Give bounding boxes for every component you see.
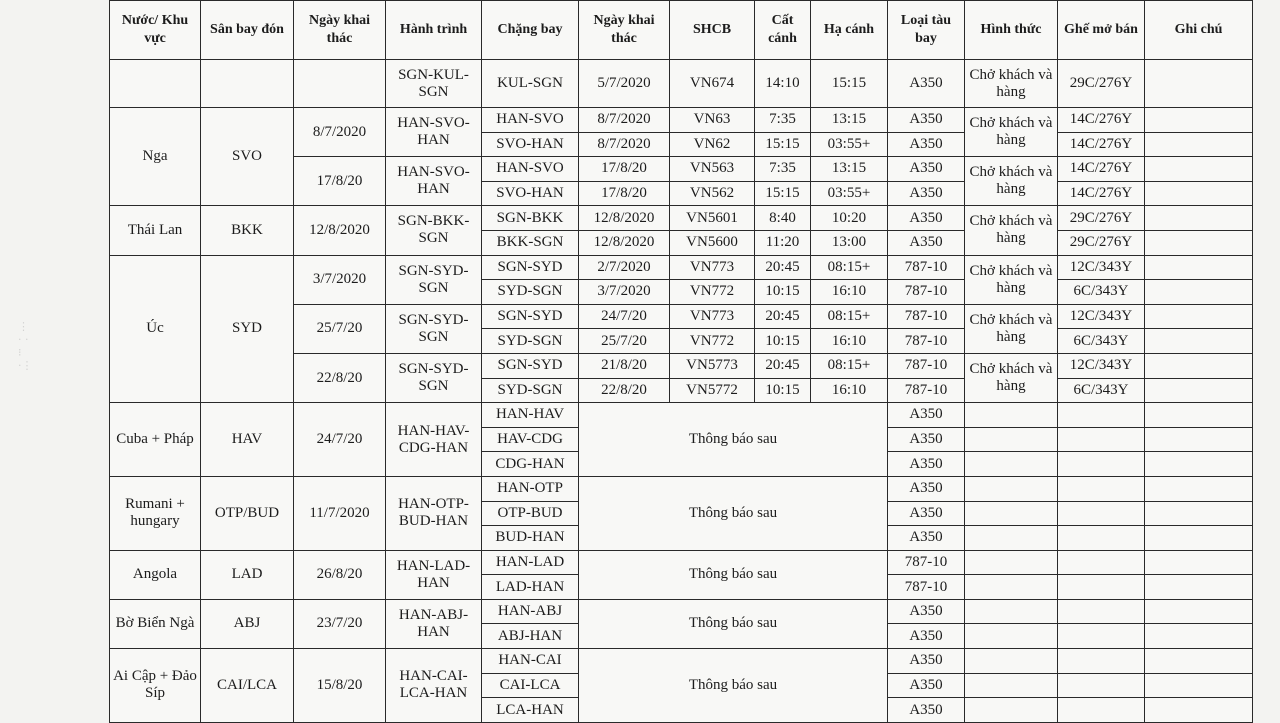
arrival-cell: 03:55+ <box>811 181 888 206</box>
table-row <box>110 255 1253 280</box>
departure-cell: 15:15 <box>755 181 811 206</box>
seats-cell <box>1058 599 1145 624</box>
aircraft-cell: 787-10 <box>888 575 965 600</box>
flight-no-cell: VN5600 <box>670 230 755 255</box>
type-cell: Chở khách và hàng <box>965 353 1058 402</box>
seats-cell <box>1058 649 1145 674</box>
seats-cell: 6C/343Y <box>1058 378 1145 403</box>
leg-date-cell: 24/7/20 <box>579 304 670 329</box>
type-cell <box>965 649 1058 674</box>
country-cell: Úc <box>110 255 201 403</box>
aircraft-cell: 787-10 <box>888 550 965 575</box>
leg-cell: HAN-SVO <box>482 157 579 182</box>
leg-cell: HAN-SVO <box>482 108 579 133</box>
itinerary-cell: SGN-SYD-SGN <box>386 304 482 353</box>
arrival-cell: 16:10 <box>811 378 888 403</box>
flight-no-cell: VN674 <box>670 60 755 108</box>
leg-date-cell: 8/7/2020 <box>579 132 670 157</box>
type-cell <box>965 403 1058 428</box>
arrival-cell: 13:15 <box>811 157 888 182</box>
airport-cell: SVO <box>201 108 294 206</box>
airport-cell: CAI/LCA <box>201 649 294 723</box>
aircraft-cell: 787-10 <box>888 329 965 354</box>
flight-no-cell: VN563 <box>670 157 755 182</box>
type-cell: Chở khách và hàng <box>965 60 1058 108</box>
table-row <box>110 206 1253 231</box>
leg-date-cell: 22/8/20 <box>579 378 670 403</box>
date-cell: 25/7/20 <box>294 304 386 353</box>
country-cell <box>110 60 201 108</box>
itinerary-cell: HAN-SVO-HAN <box>386 108 482 157</box>
departure-cell: 15:15 <box>755 132 811 157</box>
type-cell: Chở khách và hàng <box>965 157 1058 206</box>
leg-cell: CDG-HAN <box>482 452 579 477</box>
date-cell: 23/7/20 <box>294 599 386 648</box>
leg-cell: SGN-BKK <box>482 206 579 231</box>
departure-cell: 20:45 <box>755 304 811 329</box>
notes-cell <box>1145 476 1253 501</box>
itinerary-cell: HAN-OTP-BUD-HAN <box>386 476 482 550</box>
leg-cell: HAN-LAD <box>482 550 579 575</box>
country-cell: Nga <box>110 108 201 206</box>
leg-cell: SYD-SGN <box>482 329 579 354</box>
aircraft-cell: A350 <box>888 206 965 231</box>
seats-cell: 6C/343Y <box>1058 329 1145 354</box>
notes-cell <box>1145 550 1253 575</box>
type-cell <box>965 526 1058 551</box>
aircraft-cell: A350 <box>888 452 965 477</box>
aircraft-cell: A350 <box>888 673 965 698</box>
notes-cell <box>1145 60 1253 108</box>
notes-cell <box>1145 378 1253 403</box>
type-cell <box>965 427 1058 452</box>
leg-date-cell: 25/7/20 <box>579 329 670 354</box>
leg-cell: SVO-HAN <box>482 132 579 157</box>
header-aircraft: Loại tàu bay <box>888 1 965 60</box>
leg-date-cell: 17/8/20 <box>579 157 670 182</box>
seats-cell <box>1058 624 1145 649</box>
leg-cell: LCA-HAN <box>482 698 579 723</box>
itinerary-cell: SGN-KUL-SGN <box>386 60 482 108</box>
header-airport: Sân bay đón <box>201 1 294 60</box>
header-leg: Chặng bay <box>482 1 579 60</box>
header-departure: Cất cánh <box>755 1 811 60</box>
notes-cell <box>1145 181 1253 206</box>
aircraft-cell: 787-10 <box>888 255 965 280</box>
arrival-cell: 08:15+ <box>811 255 888 280</box>
type-cell <box>965 673 1058 698</box>
type-cell <box>965 599 1058 624</box>
country-cell: Cuba + Pháp <box>110 403 201 477</box>
header-arrival: Hạ cánh <box>811 1 888 60</box>
departure-cell: 10:15 <box>755 329 811 354</box>
flight-no-cell: VN772 <box>670 329 755 354</box>
departure-cell: 10:15 <box>755 378 811 403</box>
notes-cell <box>1145 108 1253 133</box>
airport-cell: HAV <box>201 403 294 477</box>
table-row <box>110 649 1253 674</box>
seats-cell <box>1058 427 1145 452</box>
date-cell: 12/8/2020 <box>294 206 386 255</box>
seats-cell: 14C/276Y <box>1058 157 1145 182</box>
airport-cell: SYD <box>201 255 294 403</box>
type-cell <box>965 575 1058 600</box>
arrival-cell: 10:20 <box>811 206 888 231</box>
leg-cell: LAD-HAN <box>482 575 579 600</box>
leg-date-cell: 5/7/2020 <box>579 60 670 108</box>
leg-cell: SGN-SYD <box>482 353 579 378</box>
departure-cell: 7:35 <box>755 108 811 133</box>
leg-cell: HAV-CDG <box>482 427 579 452</box>
type-cell: Chở khách và hàng <box>965 255 1058 304</box>
flight-no-cell: VN5773 <box>670 353 755 378</box>
arrival-cell: 08:15+ <box>811 353 888 378</box>
date-cell <box>294 60 386 108</box>
header-country: Nước/ Khu vực <box>110 1 201 60</box>
header-leg-date: Ngày khai thác <box>579 1 670 60</box>
tbd-cell: Thông báo sau <box>579 599 888 648</box>
notes-cell <box>1145 575 1253 600</box>
aircraft-cell: A350 <box>888 427 965 452</box>
header-notes: Ghi chú <box>1145 1 1253 60</box>
seats-cell <box>1058 698 1145 723</box>
notes-cell <box>1145 427 1253 452</box>
aircraft-cell: A350 <box>888 60 965 108</box>
seats-cell: 14C/276Y <box>1058 108 1145 133</box>
departure-cell: 11:20 <box>755 230 811 255</box>
country-cell: Bờ Biển Ngà <box>110 599 201 648</box>
notes-cell <box>1145 329 1253 354</box>
seats-cell: 14C/276Y <box>1058 181 1145 206</box>
country-cell: Thái Lan <box>110 206 201 255</box>
seats-cell <box>1058 550 1145 575</box>
departure-cell: 8:40 <box>755 206 811 231</box>
seats-cell <box>1058 476 1145 501</box>
airport-cell: OTP/BUD <box>201 476 294 550</box>
leg-date-cell: 3/7/2020 <box>579 280 670 305</box>
seats-cell: 29C/276Y <box>1058 60 1145 108</box>
tbd-cell: Thông báo sau <box>579 550 888 599</box>
leg-cell: HAN-CAI <box>482 649 579 674</box>
notes-cell <box>1145 673 1253 698</box>
notes-cell <box>1145 649 1253 674</box>
leg-date-cell: 12/8/2020 <box>579 206 670 231</box>
leg-cell: SGN-SYD <box>482 255 579 280</box>
notes-cell <box>1145 403 1253 428</box>
flight-no-cell: VN772 <box>670 280 755 305</box>
flight-schedule-table <box>109 0 1253 723</box>
leg-date-cell: 12/8/2020 <box>579 230 670 255</box>
itinerary-cell: SGN-SYD-SGN <box>386 255 482 304</box>
notes-cell <box>1145 501 1253 526</box>
departure-cell: 10:15 <box>755 280 811 305</box>
arrival-cell: 16:10 <box>811 280 888 305</box>
flight-no-cell: VN562 <box>670 181 755 206</box>
notes-cell <box>1145 599 1253 624</box>
seats-cell: 14C/276Y <box>1058 132 1145 157</box>
leg-cell: KUL-SGN <box>482 60 579 108</box>
notes-cell <box>1145 230 1253 255</box>
table-row <box>110 476 1253 501</box>
aircraft-cell: A350 <box>888 599 965 624</box>
date-cell: 17/8/20 <box>294 157 386 206</box>
country-cell: Angola <box>110 550 201 599</box>
header-row <box>110 1 1253 60</box>
table-row <box>110 550 1253 575</box>
notes-cell <box>1145 698 1253 723</box>
flight-no-cell: VN773 <box>670 304 755 329</box>
arrival-cell: 03:55+ <box>811 132 888 157</box>
itinerary-cell: HAN-LAD-HAN <box>386 550 482 599</box>
table-row <box>110 403 1253 428</box>
departure-cell: 20:45 <box>755 353 811 378</box>
type-cell <box>965 698 1058 723</box>
flight-no-cell: VN62 <box>670 132 755 157</box>
leg-cell: CAI-LCA <box>482 673 579 698</box>
seats-cell <box>1058 501 1145 526</box>
itinerary-cell: HAN-HAV-CDG-HAN <box>386 403 482 477</box>
tbd-cell: Thông báo sau <box>579 476 888 550</box>
header-seats: Ghế mở bán <box>1058 1 1145 60</box>
leg-cell: BUD-HAN <box>482 526 579 551</box>
table-row <box>110 599 1253 624</box>
table-row <box>110 60 1253 108</box>
date-cell: 11/7/2020 <box>294 476 386 550</box>
seats-cell: 29C/276Y <box>1058 206 1145 231</box>
arrival-cell: 13:15 <box>811 108 888 133</box>
leg-cell: HAN-ABJ <box>482 599 579 624</box>
date-cell: 15/8/20 <box>294 649 386 723</box>
arrival-cell: 13:00 <box>811 230 888 255</box>
itinerary-cell: SGN-SYD-SGN <box>386 353 482 402</box>
tbd-cell: Thông báo sau <box>579 649 888 723</box>
scan-artifact: ⋮ · · ⁝ ·⋮ <box>18 320 33 372</box>
arrival-cell: 08:15+ <box>811 304 888 329</box>
notes-cell <box>1145 206 1253 231</box>
seats-cell <box>1058 452 1145 477</box>
itinerary-cell: HAN-SVO-HAN <box>386 157 482 206</box>
type-cell <box>965 452 1058 477</box>
leg-cell: SYD-SGN <box>482 280 579 305</box>
arrival-cell: 16:10 <box>811 329 888 354</box>
airport-cell <box>201 60 294 108</box>
notes-cell <box>1145 132 1253 157</box>
aircraft-cell: 787-10 <box>888 304 965 329</box>
seats-cell <box>1058 673 1145 698</box>
seats-cell: 29C/276Y <box>1058 230 1145 255</box>
seats-cell: 12C/343Y <box>1058 353 1145 378</box>
airport-cell: BKK <box>201 206 294 255</box>
notes-cell <box>1145 255 1253 280</box>
seats-cell: 12C/343Y <box>1058 255 1145 280</box>
aircraft-cell: 787-10 <box>888 353 965 378</box>
leg-cell: SVO-HAN <box>482 181 579 206</box>
itinerary-cell: HAN-ABJ-HAN <box>386 599 482 648</box>
date-cell: 24/7/20 <box>294 403 386 477</box>
leg-cell: SYD-SGN <box>482 378 579 403</box>
aircraft-cell: A350 <box>888 526 965 551</box>
aircraft-cell: A350 <box>888 649 965 674</box>
arrival-cell: 15:15 <box>811 60 888 108</box>
date-cell: 26/8/20 <box>294 550 386 599</box>
date-cell: 22/8/20 <box>294 353 386 402</box>
itinerary-cell: SGN-BKK-SGN <box>386 206 482 255</box>
type-cell: Chở khách và hàng <box>965 206 1058 255</box>
type-cell: Chở khách và hàng <box>965 304 1058 353</box>
leg-cell: ABJ-HAN <box>482 624 579 649</box>
header-itinerary: Hành trình <box>386 1 482 60</box>
aircraft-cell: A350 <box>888 624 965 649</box>
leg-date-cell: 8/7/2020 <box>579 108 670 133</box>
header-date: Ngày khai thác <box>294 1 386 60</box>
notes-cell <box>1145 526 1253 551</box>
tbd-cell: Thông báo sau <box>579 403 888 477</box>
notes-cell <box>1145 304 1253 329</box>
aircraft-cell: A350 <box>888 501 965 526</box>
type-cell <box>965 624 1058 649</box>
leg-cell: SGN-SYD <box>482 304 579 329</box>
notes-cell <box>1145 624 1253 649</box>
departure-cell: 7:35 <box>755 157 811 182</box>
notes-cell <box>1145 157 1253 182</box>
seats-cell <box>1058 526 1145 551</box>
aircraft-cell: A350 <box>888 157 965 182</box>
leg-date-cell: 2/7/2020 <box>579 255 670 280</box>
country-cell: Rumani + hungary <box>110 476 201 550</box>
flight-no-cell: VN63 <box>670 108 755 133</box>
country-cell: Ai Cập + Đảo Síp <box>110 649 201 723</box>
leg-cell: HAN-OTP <box>482 476 579 501</box>
seats-cell: 12C/343Y <box>1058 304 1145 329</box>
aircraft-cell: A350 <box>888 403 965 428</box>
leg-date-cell: 21/8/20 <box>579 353 670 378</box>
departure-cell: 14:10 <box>755 60 811 108</box>
leg-cell: HAN-HAV <box>482 403 579 428</box>
aircraft-cell: A350 <box>888 476 965 501</box>
departure-cell: 20:45 <box>755 255 811 280</box>
header-type: Hình thức <box>965 1 1058 60</box>
seats-cell <box>1058 403 1145 428</box>
type-cell <box>965 550 1058 575</box>
flight-no-cell: VN773 <box>670 255 755 280</box>
itinerary-cell: HAN-CAI-LCA-HAN <box>386 649 482 723</box>
leg-cell: OTP-BUD <box>482 501 579 526</box>
leg-date-cell: 17/8/20 <box>579 181 670 206</box>
aircraft-cell: A350 <box>888 181 965 206</box>
airport-cell: LAD <box>201 550 294 599</box>
seats-cell <box>1058 575 1145 600</box>
type-cell: Chở khách và hàng <box>965 108 1058 157</box>
notes-cell <box>1145 353 1253 378</box>
aircraft-cell: 787-10 <box>888 280 965 305</box>
type-cell <box>965 476 1058 501</box>
notes-cell <box>1145 452 1253 477</box>
aircraft-cell: A350 <box>888 698 965 723</box>
aircraft-cell: A350 <box>888 108 965 133</box>
aircraft-cell: A350 <box>888 132 965 157</box>
date-cell: 8/7/2020 <box>294 108 386 157</box>
table-row <box>110 108 1253 133</box>
type-cell <box>965 501 1058 526</box>
notes-cell <box>1145 280 1253 305</box>
aircraft-cell: A350 <box>888 230 965 255</box>
flight-no-cell: VN5601 <box>670 206 755 231</box>
aircraft-cell: 787-10 <box>888 378 965 403</box>
date-cell: 3/7/2020 <box>294 255 386 304</box>
header-flight-no: SHCB <box>670 1 755 60</box>
seats-cell: 6C/343Y <box>1058 280 1145 305</box>
airport-cell: ABJ <box>201 599 294 648</box>
flight-no-cell: VN5772 <box>670 378 755 403</box>
leg-cell: BKK-SGN <box>482 230 579 255</box>
